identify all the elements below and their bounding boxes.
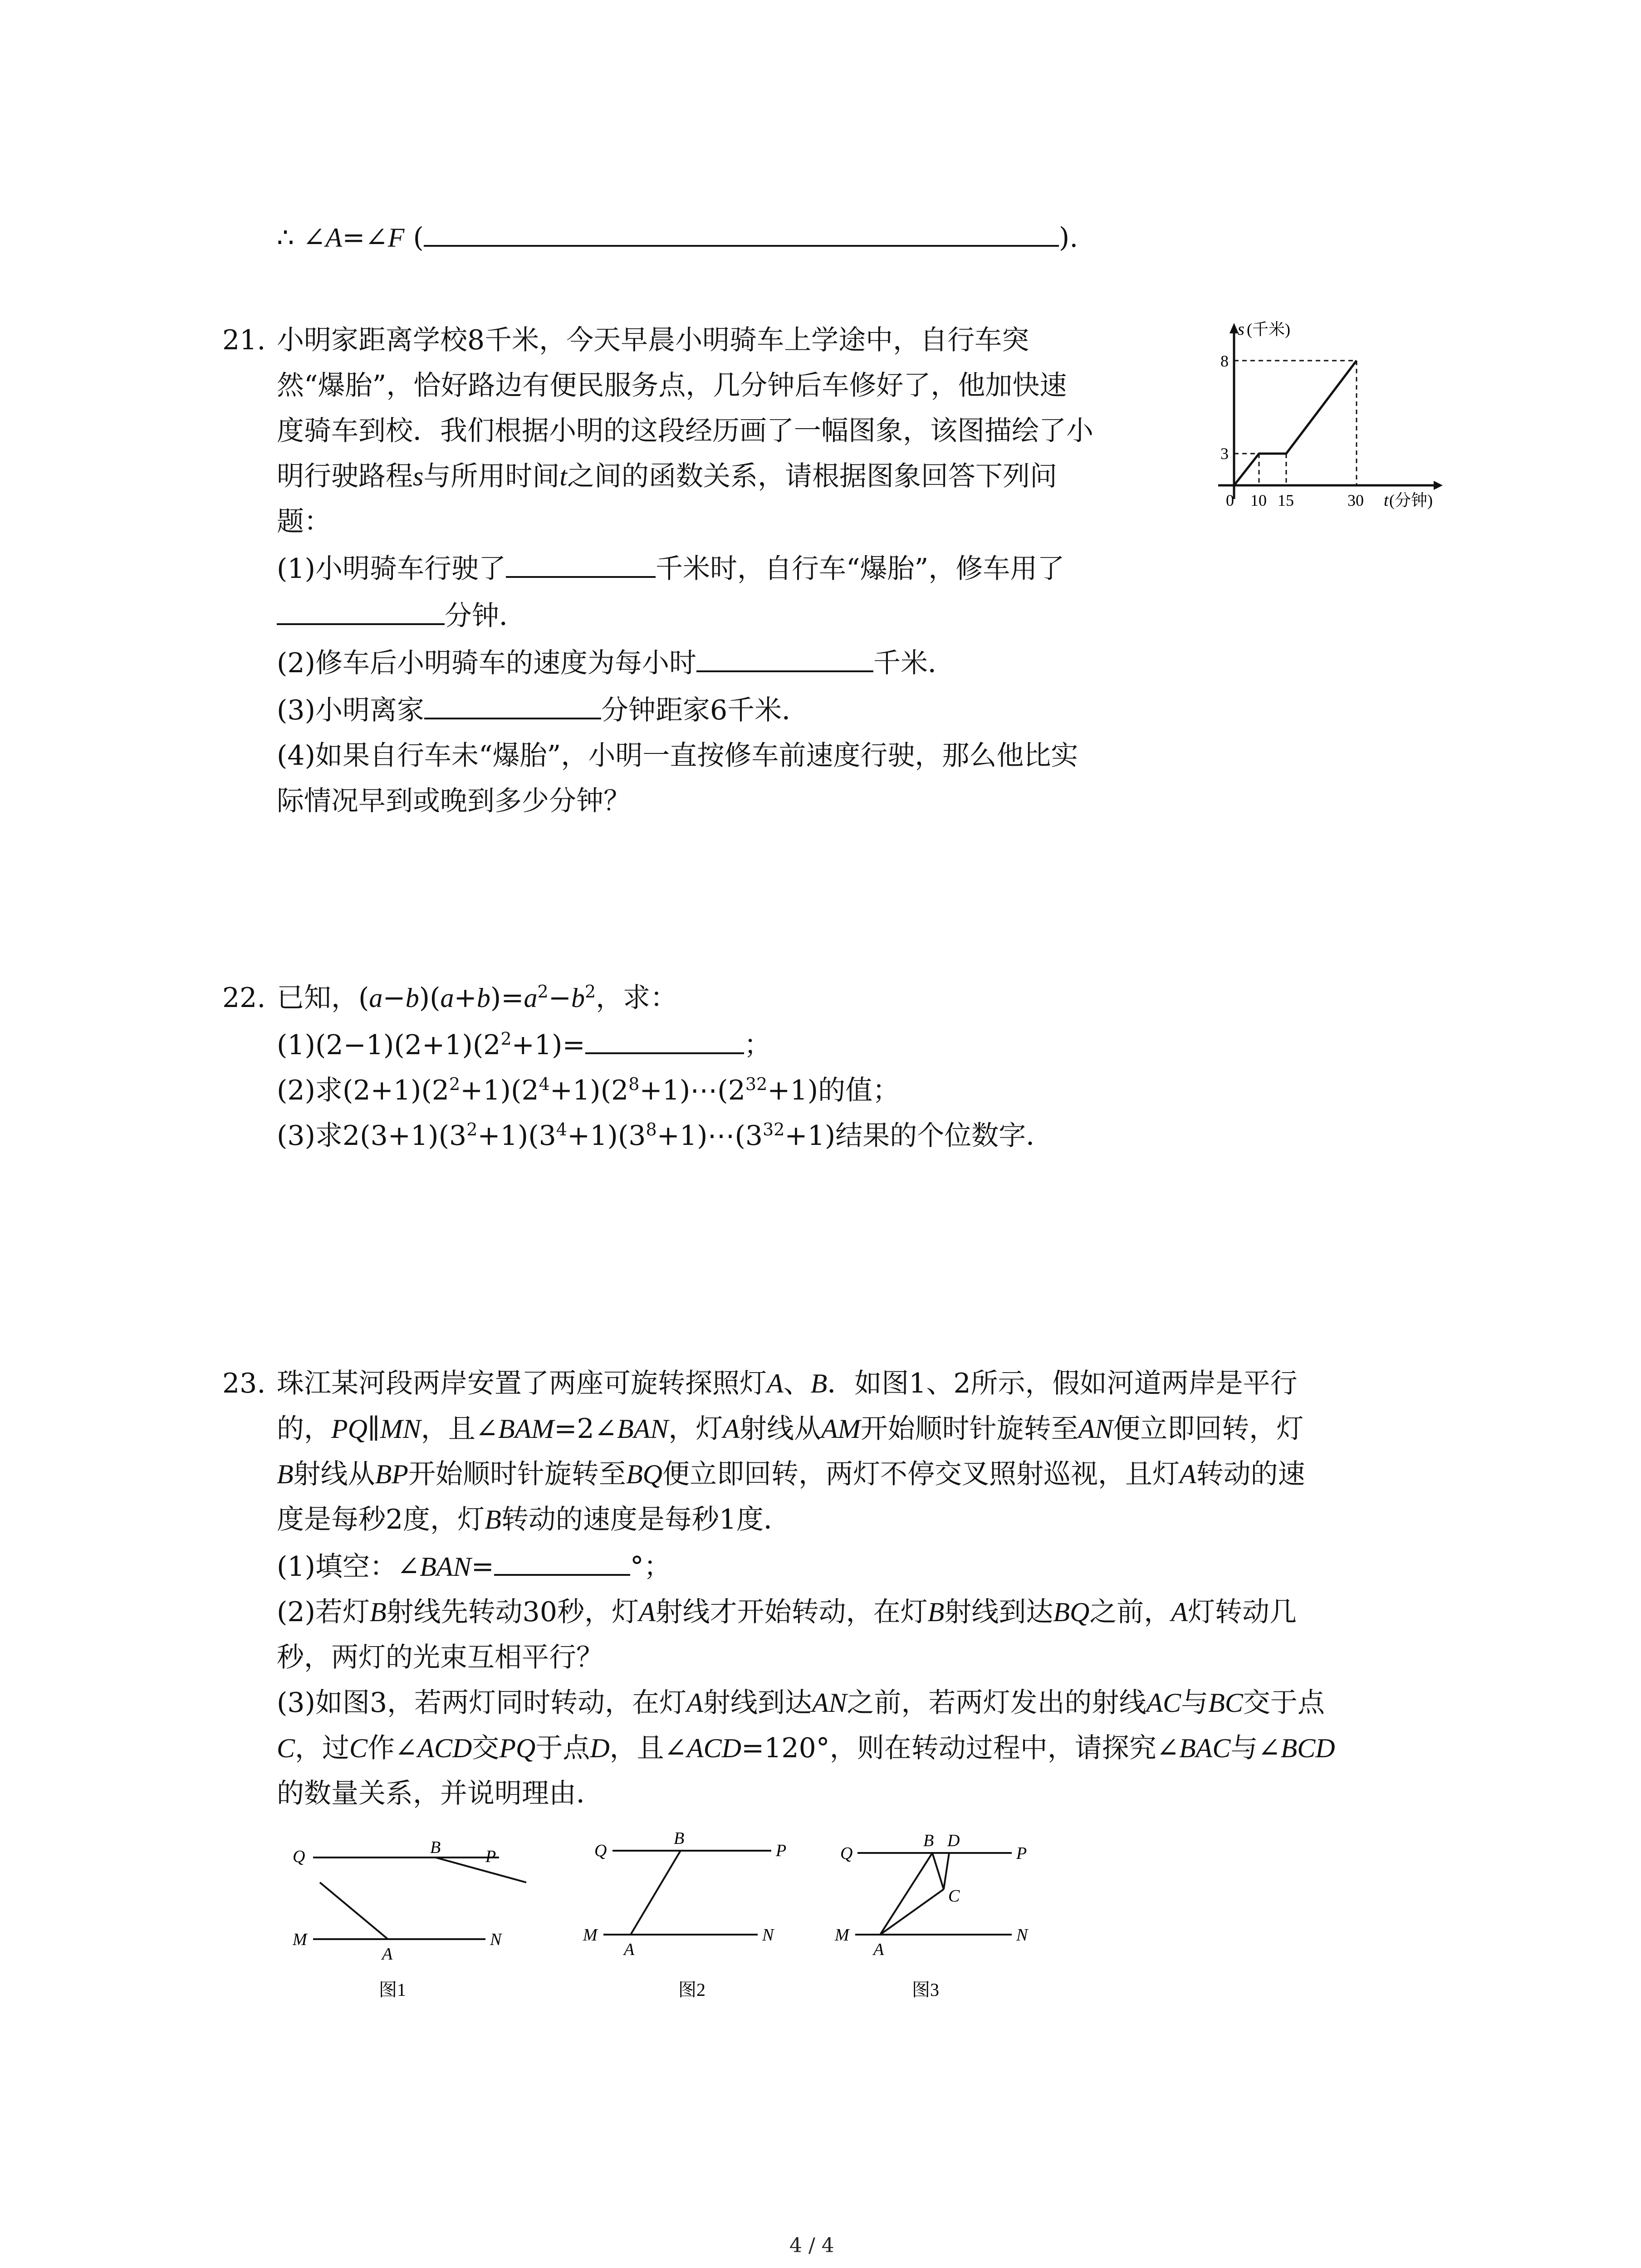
ray-ac xyxy=(880,1889,944,1935)
y-tick-3: 3 xyxy=(1220,445,1229,463)
x-tick-10: 10 xyxy=(1250,491,1267,509)
ray-ab xyxy=(880,1853,932,1935)
figure-2-caption: 图2 xyxy=(678,1980,705,2000)
q23-part3: (3)如图3，若两灯同时转动，在灯A射线到达AN之前，若两灯发出的射线AC与BC交于点 xyxy=(277,1687,1325,1719)
svg-text:N: N xyxy=(762,1926,774,1945)
figure-3-caption: 图3 xyxy=(912,1980,939,2000)
q23-part1: (1)填空：∠BAN= °； xyxy=(277,1542,1335,1589)
y-tick-8: 8 xyxy=(1220,352,1229,370)
svg-text:M: M xyxy=(835,1926,849,1945)
figure-1 xyxy=(286,1823,540,2000)
svg-text:P: P xyxy=(485,1847,496,1866)
answer-blank[interactable] xyxy=(494,1542,630,1576)
distance-line xyxy=(1234,361,1357,485)
q21-part1: (1)小明骑车行驶了 千米时，自行车“爆胎”，修车用了 xyxy=(277,544,1093,591)
figure-3 xyxy=(830,1823,1057,2000)
q21-part4: (4)如果自行车未“爆胎”，小明一直按修车前速度行驶，那么他比实 xyxy=(277,740,1078,772)
y-axis-label: s xyxy=(1238,320,1244,339)
svg-text:A: A xyxy=(382,1945,393,1964)
x-tick-30: 30 xyxy=(1347,491,1364,509)
svg-text:M: M xyxy=(293,1930,307,1949)
q21-part3: (3)小明离家 分钟距家6千米． xyxy=(277,686,1093,733)
svg-text:B: B xyxy=(923,1831,934,1850)
figure-2 xyxy=(581,1823,808,2000)
svg-text:C: C xyxy=(948,1887,960,1906)
x-axis-arrow xyxy=(1434,481,1443,490)
svg-text:Q: Q xyxy=(293,1847,305,1866)
distance-time-graph xyxy=(1207,313,1461,513)
x-axis-label: t xyxy=(1384,491,1389,510)
q22-part2: (2)求$(2+1)(2^2+1)(2^4+1)(2^8+1)\cdots(2^{32}+1)$的值； xyxy=(277,1074,900,1106)
question-number-21: 21. xyxy=(222,324,266,356)
q21-part2: (2)修车后小明骑车的速度为每小时 千米． xyxy=(277,639,1093,686)
ray-a xyxy=(320,1882,388,1939)
figure-1-caption: 图1 xyxy=(379,1980,406,2000)
svg-text:(分钟): (分钟) xyxy=(1389,491,1433,509)
svg-text:P: P xyxy=(776,1841,787,1860)
svg-text:M: M xyxy=(583,1926,598,1945)
question-21: 小明家距离学校8千米，今天早晨小明骑车上学途中，自行车突 然“爆胎”，恰好路边有便民服务点，几分钟后车修好了，他加快速 度骑车到校．我们根据小明的这段经历画了一幅图象，该图描绘了小 明行驶路程s与所用时间t之间的函数关系，请根据图象回答下列问 题： (1)小明骑车行驶了 千米时，自行车“爆胎”，修车用了 分钟． (2)修车后小明骑车的速度为每小时 千米． (3)小明离家 分钟距家6千米． (4)如果自行车未“爆胎”，小明一直按修车前速度行驶，那么他比实 际情况早到或晚到多少分钟？ xyxy=(277,324,1093,817)
q23-part2: (2)若灯B射线先转动30秒，灯A射线才开始转动，在灯B射线到达BQ之前，A灯转动几 xyxy=(277,1596,1297,1628)
y-axis-arrow xyxy=(1230,323,1239,333)
svg-text:N: N xyxy=(490,1930,502,1949)
svg-text:A: A xyxy=(624,1940,635,1959)
ray-ab xyxy=(631,1851,681,1935)
question-22: 已知，$(a-b)(a+b)=a^2-b^2$，求： $(1)(2-1)(2+1)(2^2+1)=$ ； (2)求$(2+1)(2^2+1)(2^4+1)(2^8+1)\cdots(2^{32}+1)$的值； (3)求$2(3+1)(3^2+1)(3^4+1)(3^8+1)\cdots(3^{32}+1)$结果的个位数字． xyxy=(277,975,1053,1158)
q22-part1: $(1)(2-1)(2+1)(2^2+1)=$ ； xyxy=(277,1021,1053,1068)
svg-text:N: N xyxy=(1016,1926,1028,1945)
origin-label: 0 xyxy=(1226,491,1234,509)
answer-blank[interactable] xyxy=(424,686,601,719)
svg-text:D: D xyxy=(947,1831,960,1850)
svg-text:B: B xyxy=(430,1838,441,1857)
answer-blank[interactable] xyxy=(506,544,656,578)
page-number: 4 / 4 xyxy=(789,2234,834,2257)
svg-text:Q: Q xyxy=(594,1841,607,1860)
svg-text:P: P xyxy=(1016,1844,1027,1863)
question-number-23: 23. xyxy=(222,1368,266,1399)
segment-cd xyxy=(944,1853,949,1889)
answer-blank[interactable] xyxy=(585,1021,744,1054)
answer-blank[interactable] xyxy=(696,639,873,672)
svg-text:Q: Q xyxy=(840,1844,853,1863)
question-number-22: 22. xyxy=(222,982,266,1014)
question-23: 珠江某河段两岸安置了两座可旋转探照灯A、B．如图1、2所示，假如河道两岸是平行 的，PQ∥MN，且∠BAM=2∠BAN，灯A射线从AM开始顺时针旋转至AN便立即回转，灯 B射线从BP开始顺时针旋转至BQ便立即回转，两灯不停交叉照射巡视，且灯A转动的速 度是每秒2度，灯B转动的速度是每秒1度． (1)填空：∠BAN= °； (2)若灯B射线先转动30秒，灯A射线才开始转动，在灯B射线到达BQ之前，A灯转动几 秒，两灯的光束互相平行？ (3)如图3，若两灯同时转动，在灯A射线到达AN之前，若两灯发出的射线AC与BC交于点 C，过C作∠ACD交PQ于点D，且∠ACD=120°，则在转动过程中，请探究∠BAC与∠BCD 的数量关系，并说明理由． xyxy=(277,1368,1335,1809)
x-tick-15: 15 xyxy=(1278,491,1294,509)
conclusion-line: ∴ ∠A=∠F ( ). xyxy=(277,213,1078,260)
ray-bc xyxy=(932,1853,944,1889)
svg-text:B: B xyxy=(674,1829,685,1848)
answer-blank[interactable] xyxy=(277,591,445,625)
answer-blank[interactable] xyxy=(424,213,1059,247)
q22-part3: (3)求$2(3+1)(3^2+1)(3^4+1)(3^8+1)\cdots(3^{32}+1)$结果的个位数字． xyxy=(277,1119,1053,1152)
therefore-symbol: ∴ xyxy=(277,222,294,254)
ray-b xyxy=(436,1857,526,1882)
svg-text:A: A xyxy=(873,1940,884,1959)
svg-text:(千米): (千米) xyxy=(1247,320,1290,338)
